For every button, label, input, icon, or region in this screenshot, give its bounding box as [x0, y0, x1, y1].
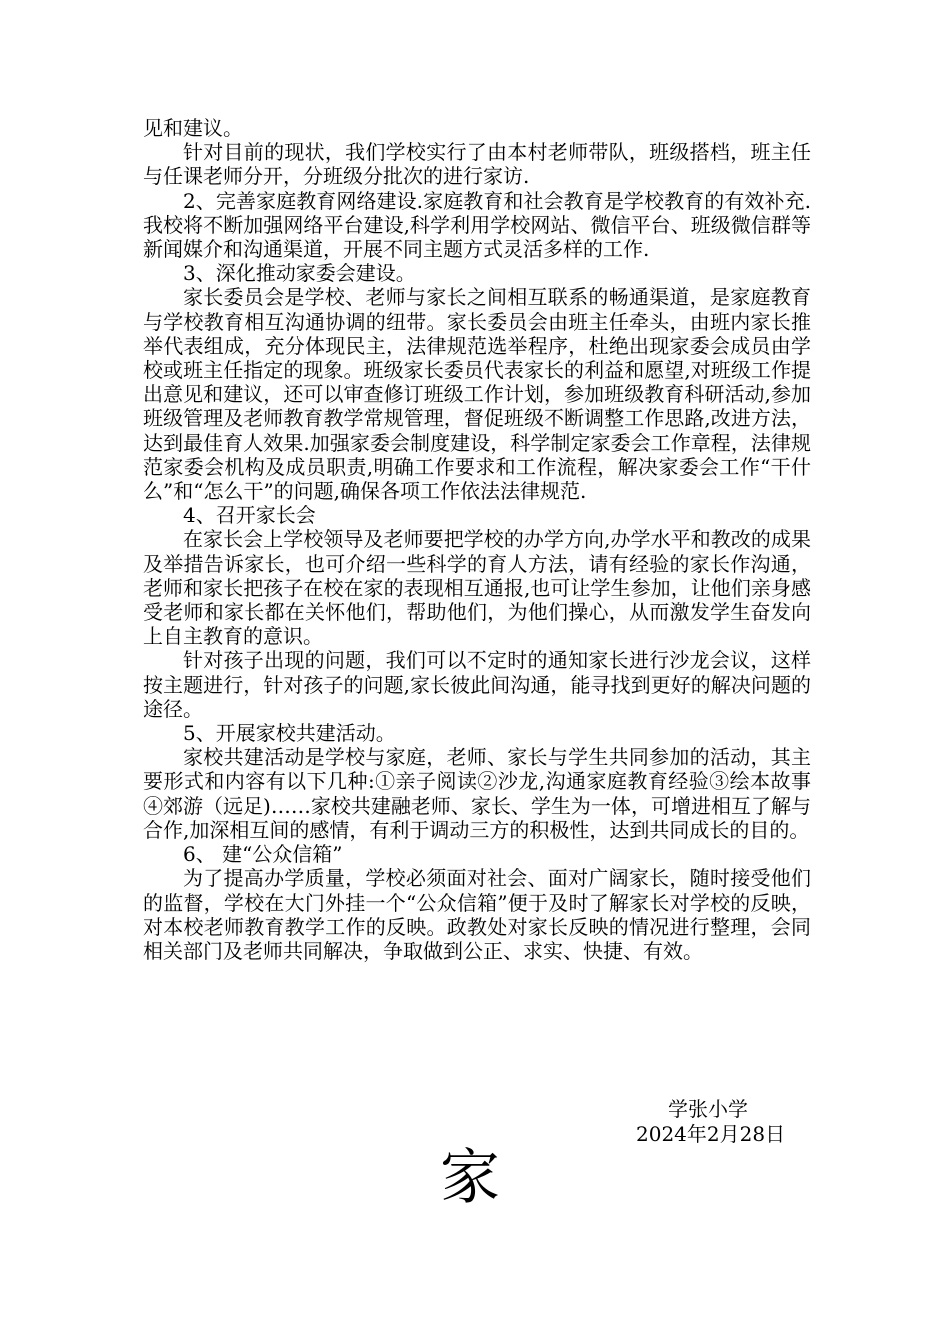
paragraph-parent-committee: 家长委员会是学校、老师与家长之间相互联系的畅通渠道，是家庭教育与学校教育相互沟通协调的纽带。家长委员会由班主任牵头，由班内家长推举代表组成，充分体现民主，法律规范选举程序，杜绝出现家委会成员由学校或班主任指定的现象。班级家长委员代表家长的利益和愿望,对班级工作提出意见和建议，还可以审查修订班级工作计划，参加班级教育科研活动,参加班级管理及老师教育教学常规管理，督促班级不断调整工作思路,改进方法，达到最佳育人效果.加强家委会制度建设，科学制定家委会工作章程，法律规范家委会机构及成员职责,明确工作要求和工作流程，解决家委会工作“干什么”和“怎么干”的问题,确保各项工作依法法律规范. [143, 285, 811, 504]
paragraph-home-visit: 针对目前的现状，我们学校实行了由本村老师带队，班级搭档，班主任与任课老师分开，分班级分批次的进行家访. [143, 140, 811, 189]
paragraph-item-4-heading: 4、召开家长会 [183, 503, 316, 528]
footer-large-character: 家 [440, 1143, 500, 1213]
paragraph-parent-meeting: 在家长会上学校领导及老师要把学校的办学方向,办学水平和教改的成果及举措告诉家长，也可介绍一些科学的育人方法，请有经验的家长作沟通，老师和家长把孩子在校在家的表现相互通报,也可让学生参加，让他们亲身感受老师和家长都在关怀他们，帮助他们，为他们操心，从而激发学生奋发向上自主教育的意识。 [143, 527, 811, 649]
paragraph-item-6-heading: 6、 建“公众信箱” [183, 842, 343, 867]
paragraph-salon: 针对孩子出现的问题，我们可以不定时的通知家长进行沙龙会议，这样按主题进行，针对孩子的问题,家长彼此间沟通，能寻找到更好的解决问题的途径。 [143, 648, 811, 721]
paragraph-continuation: 见和建议。 [143, 116, 243, 140]
signature-organization: 学张小学 [668, 1097, 748, 1121]
paragraph-item-3-heading: 3、深化推动家委会建设。 [183, 261, 416, 286]
document-body [143, 116, 811, 963]
paragraph-public-mailbox: 为了提高办学质量，学校必须面对社会、面对广阔家长，随时接受他们的监督，学校在大门外挂一个“公众信箱”便于及时了解家长对学校的反映，对本校老师教育教学工作的反映。政教处对家长反映的情况进行整理，会同相关部门及老师共同解决，争取做到公正、求实、快捷、有效。 [143, 866, 811, 963]
paragraph-joint-activities: 家校共建活动是学校与家庭，老师、家长与学生共同参加的活动，其主要形式和内容有以下几种:①亲子阅读②沙龙,沟通家庭教育经验③绘本故事④郊游（远足)……家校共建融老师、家长、学生为一体，可增进相互了解与合作,加深相互间的感情，有利于调动三方的积极性，达到共同成长的目的。 [143, 745, 811, 842]
signature-date: 2024年2月28日 [636, 1122, 786, 1146]
paragraph-item-2: 2、完善家庭教育网络建设.家庭教育和社会教育是学校教育的有效补充.我校将不断加强网络平台建设,科学利用学校网站、微信平台、班级微信群等新闻媒介和沟通渠道，开展不同主题方式灵活多样的工作. [143, 188, 811, 262]
paragraph-item-5-heading: 5、开展家校共建活动。 [183, 721, 396, 746]
